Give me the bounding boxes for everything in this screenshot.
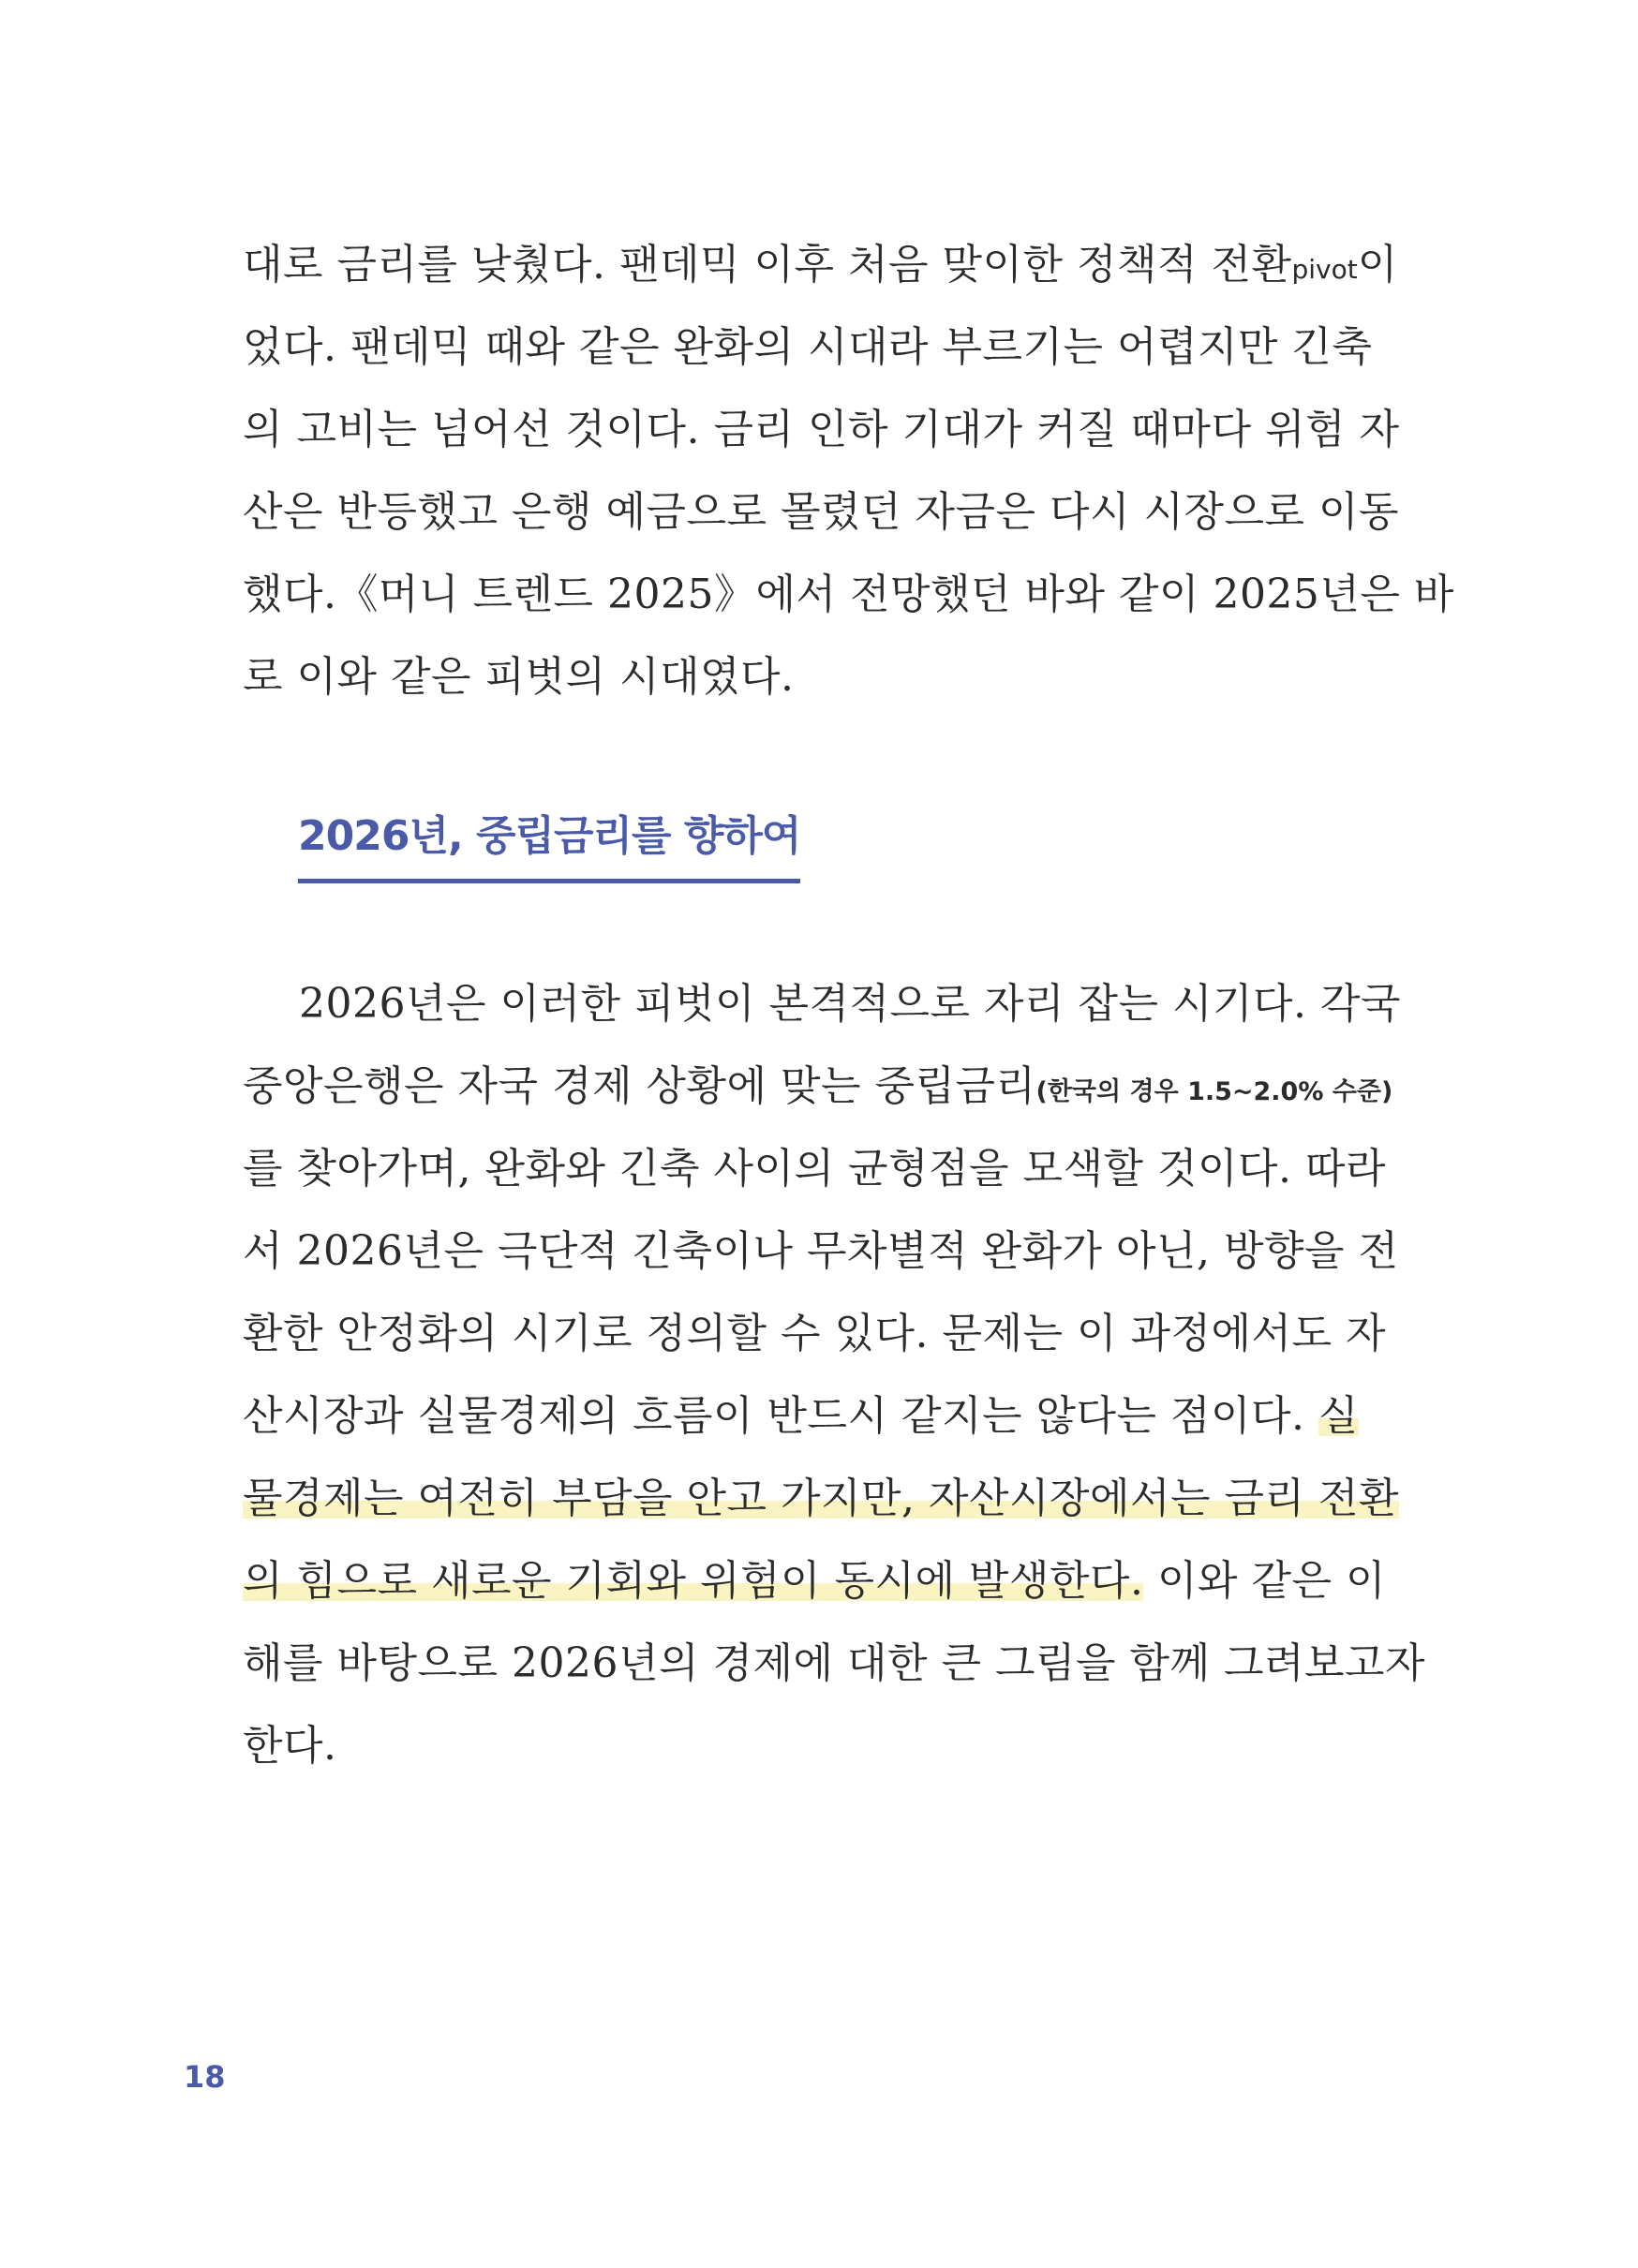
highlighted-text: 실 (1318, 1392, 1359, 1440)
text-line: 대로 금리를 낮췄다. 팬데믹 이후 처음 맞이한 정책적 전환pivot이 (243, 241, 1398, 289)
page-number: 18 (184, 2059, 226, 2095)
text-line: 었다. 팬데믹 때와 같은 완화의 시대라 부르기는 어렵지만 긴축 (243, 323, 1373, 371)
text-line: 서 2026년은 극단적 긴축이나 무차별적 완화가 아닌, 방향을 전 (243, 1227, 1399, 1275)
text-line: 해를 바탕으로 2026년의 경제에 대한 큰 그림을 함께 그려보고자 (243, 1639, 1425, 1687)
text-line: 한다. (243, 1722, 337, 1770)
paragraph-neutral-rate (243, 963, 1425, 1787)
text-line: 산은 반등했고 은행 예금으로 몰렸던 자금은 다시 시장으로 이동 (243, 488, 1399, 536)
text-line: 중앙은행은 자국 경제 상황에 맞는 중립금리(한국의 경우 1.5~2.0% 수준) (243, 1062, 1393, 1110)
text-line: 환한 안정화의 시기로 정의할 수 있다. 문제는 이 과정에서도 자 (243, 1310, 1386, 1357)
paragraph-pivot-intro (243, 224, 1454, 719)
text-line: 로 이와 같은 피벗의 시대였다. (243, 653, 795, 701)
highlighted-text: 물경제는 여전히 부담을 안고 가지만, 자산시장에서는 금리 전환 (243, 1475, 1399, 1522)
text-line: 산시장과 실물경제의 흐름이 반드시 같지는 않다는 점이다. 실 (243, 1392, 1359, 1440)
text-line (243, 1458, 1399, 1540)
text-line: 2026년은 이러한 피벗이 본격적으로 자리 잡는 시기다. 각국 (299, 980, 1401, 1028)
text-line: 의 고비는 넘어선 것이다. 금리 인하 기대가 커질 때마다 위험 자 (243, 406, 1400, 453)
text-line: 를 찾아가며, 완화와 긴축 사이의 균형점을 모색할 것이다. 따라 (243, 1145, 1386, 1193)
text-line: 했다.《머니 트렌드 2025》에서 전망했던 바와 같이 2025년은 바 (243, 571, 1454, 618)
korea-rate-note: (한국의 경우 1.5~2.0% 수준) (1035, 1077, 1393, 1106)
pivot-annotation: pivot (1291, 254, 1358, 285)
section-heading: 2026년, 중립금리를 향하여 (298, 808, 800, 883)
highlighted-text: 의 힘으로 새로운 기회와 위험이 동시에 발생한다. (243, 1557, 1144, 1605)
text-line: 의 힘으로 새로운 기회와 위험이 동시에 발생한다. 이와 같은 이 (243, 1557, 1386, 1605)
